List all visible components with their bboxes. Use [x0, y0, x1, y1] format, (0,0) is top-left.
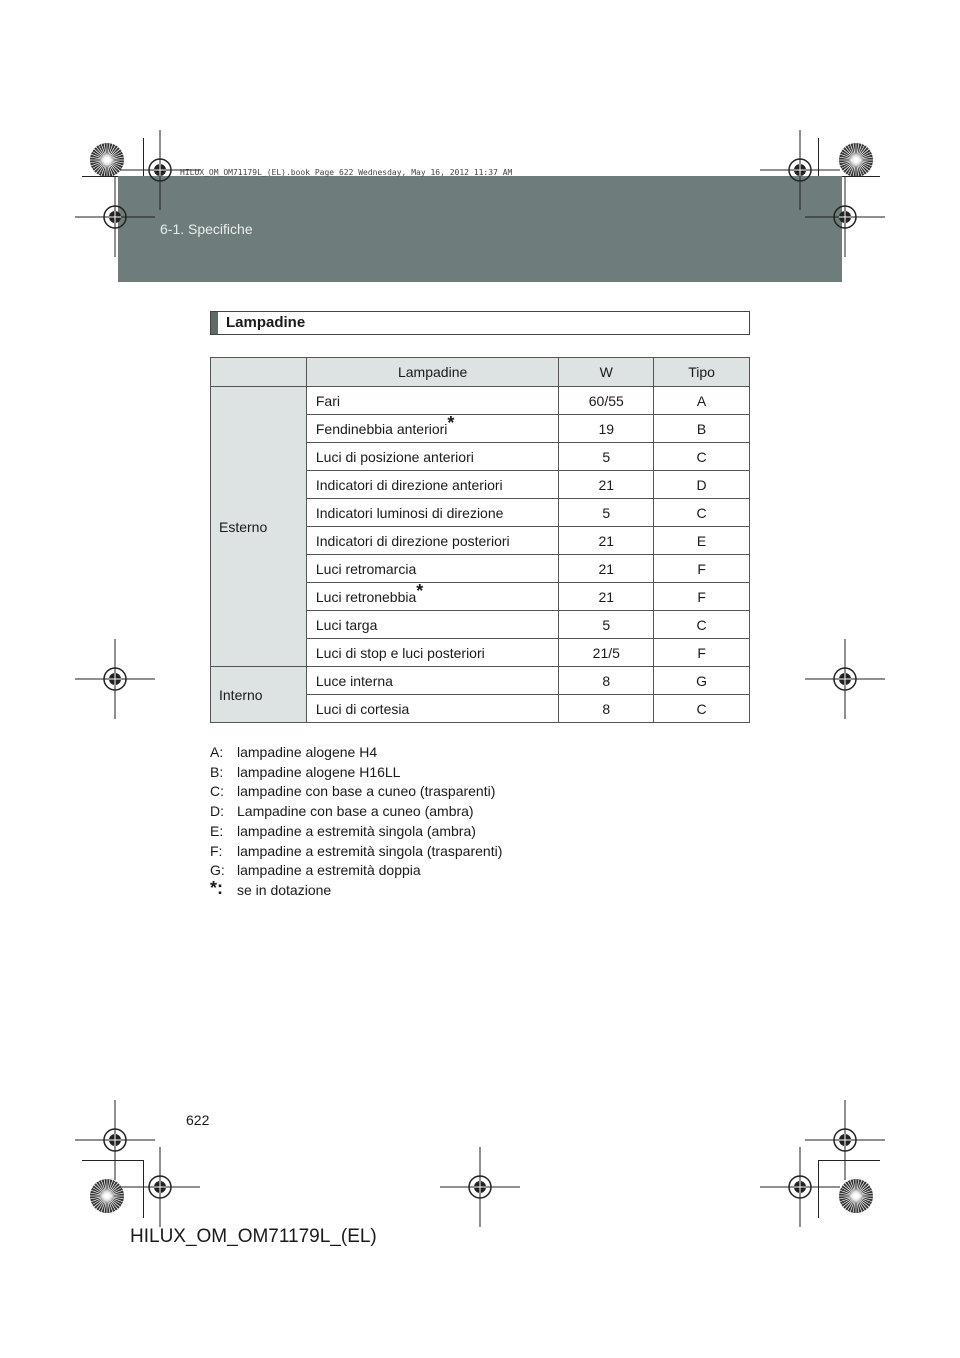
legend-key: E:: [210, 822, 224, 839]
crop-line: [818, 138, 819, 176]
legend-text: Lampadine con base a cuneo (ambra): [237, 803, 474, 820]
registration-starburst-icon: [838, 142, 874, 178]
registration-crosshair-icon: [75, 639, 155, 719]
bulb-name-cell: [306, 499, 559, 527]
header-watt: W: [559, 358, 654, 387]
type-cell: C: [654, 695, 750, 723]
type-cell: B: [654, 415, 750, 443]
bulb-name: Luce interna: [315, 672, 393, 689]
registration-starburst-icon: [838, 1178, 874, 1214]
group-cell: Interno: [211, 667, 307, 723]
bulb-name: Indicatori di direzione anteriori: [315, 476, 503, 493]
bulb-name: Luci retronebbia: [315, 588, 417, 605]
bulb-name: Fari: [315, 392, 340, 409]
watt-cell: 5: [559, 443, 654, 471]
watt-cell: 21: [559, 583, 654, 611]
bulb-name: Luci di posizione anteriori: [315, 448, 474, 465]
legend-text: lampadine con base a cuneo (trasparenti): [237, 783, 496, 800]
table-body: [211, 387, 750, 723]
crop-line: [842, 176, 880, 177]
crop-line: [82, 1160, 143, 1161]
bulb-name-cell: [306, 611, 559, 639]
legend-item: [210, 842, 502, 862]
watt-cell: 21: [559, 471, 654, 499]
table-row: [211, 387, 750, 415]
legend-item: [210, 763, 502, 783]
registration-crosshair-icon: [760, 1147, 840, 1227]
legend-item: [210, 782, 502, 802]
legend-text: lampadine a estremità singola (ambra): [237, 822, 476, 839]
legend-key: C:: [210, 783, 224, 800]
watt-cell: 21: [559, 555, 654, 583]
type-cell: F: [654, 639, 750, 667]
footer-code: HILUX_OM_OM71179L_(EL): [130, 1226, 377, 1247]
optional-marker: *: [416, 580, 424, 601]
crop-line: [143, 1160, 144, 1218]
registration-crosshair-icon: [805, 177, 885, 257]
legend-item: [210, 802, 502, 822]
legend-text: se in dotazione: [237, 881, 332, 898]
type-cell: C: [654, 443, 750, 471]
legend-key: B:: [210, 763, 224, 780]
registration-crosshair-icon: [805, 639, 885, 719]
watt-cell: 19: [559, 415, 654, 443]
bulb-name: Fendinebbia anteriori: [315, 420, 448, 437]
legend-item: [210, 877, 502, 901]
optional-marker: *: [447, 412, 455, 433]
crop-line: [82, 176, 118, 177]
bulb-name: Luci targa: [315, 616, 378, 633]
table-header-row: [211, 358, 750, 387]
legend-text: lampadine alogene H4: [237, 744, 378, 760]
type-cell: C: [654, 611, 750, 639]
legend-text: lampadine a estremità doppia: [237, 862, 421, 879]
type-cell: E: [654, 527, 750, 555]
type-cell: C: [654, 499, 750, 527]
table-row: [211, 667, 750, 695]
bulb-name-cell: [306, 443, 559, 471]
header-lampadine: Lampadine: [306, 358, 559, 387]
watt-cell: 8: [559, 667, 654, 695]
legend-key: *:: [210, 877, 223, 898]
registration-crosshair-icon: [440, 1147, 520, 1227]
section-label: 6-1. Specifiche: [160, 221, 253, 237]
bulb-name-cell: [306, 412, 559, 443]
bulb-name-cell: [306, 471, 559, 499]
watt-cell: 21/5: [559, 639, 654, 667]
bulb-name-cell: [306, 667, 559, 695]
legend-text: lampadine alogene H16LL: [237, 763, 401, 780]
bulb-name-cell: [306, 555, 559, 583]
type-cell: A: [654, 387, 750, 415]
legend-item: [210, 861, 502, 881]
header-group: [211, 358, 307, 387]
page-number: 622: [186, 1112, 210, 1128]
section-title: Lampadine: [226, 314, 306, 331]
title-accent-bar: [211, 312, 218, 334]
crop-line: [818, 1160, 880, 1161]
type-legend: [210, 743, 502, 901]
group-cell: Esterno: [211, 387, 307, 667]
type-cell: D: [654, 471, 750, 499]
legend-key: F:: [210, 842, 223, 859]
bulb-name: Luci di cortesia: [315, 700, 410, 717]
bulb-name-cell: [306, 387, 559, 415]
legend-item: [210, 743, 502, 763]
legend-key: D:: [210, 803, 224, 820]
bulb-spec-table: [210, 357, 750, 723]
watt-cell: 60/55: [559, 387, 654, 415]
registration-crosshair-icon: [120, 1147, 200, 1227]
legend-key: G:: [210, 862, 225, 879]
type-cell: F: [654, 555, 750, 583]
legend-text: lampadine a estremità singola (trasparenti): [237, 842, 503, 859]
type-cell: F: [654, 583, 750, 611]
legend-key: A:: [210, 744, 224, 760]
crop-line: [143, 138, 144, 176]
type-cell: G: [654, 667, 750, 695]
watt-cell: 8: [559, 695, 654, 723]
legend-item: [210, 822, 502, 842]
watt-cell: 5: [559, 611, 654, 639]
header-tipo: Tipo: [654, 358, 750, 387]
bulb-name: Indicatori luminosi di direzione: [315, 504, 504, 521]
bulb-name: Luci di stop e luci posteriori: [315, 644, 485, 661]
bulb-name-cell: [306, 580, 559, 611]
bulb-name: Luci retromarcia: [315, 560, 417, 577]
bulb-name-cell: [306, 639, 559, 667]
bulb-name: Indicatori di direzione posteriori: [315, 532, 510, 549]
watt-cell: 5: [559, 499, 654, 527]
registration-crosshair-icon: [75, 177, 155, 257]
crop-line: [818, 1160, 819, 1218]
book-info: HILUX_OM_OM71179L_(EL).book Page 622 Wednesday, May 16, 2012 11:37 AM: [180, 168, 513, 177]
bulb-name-cell: [306, 695, 559, 723]
watt-cell: 21: [559, 527, 654, 555]
section-title-box: [210, 311, 750, 335]
bulb-name-cell: [306, 527, 559, 555]
